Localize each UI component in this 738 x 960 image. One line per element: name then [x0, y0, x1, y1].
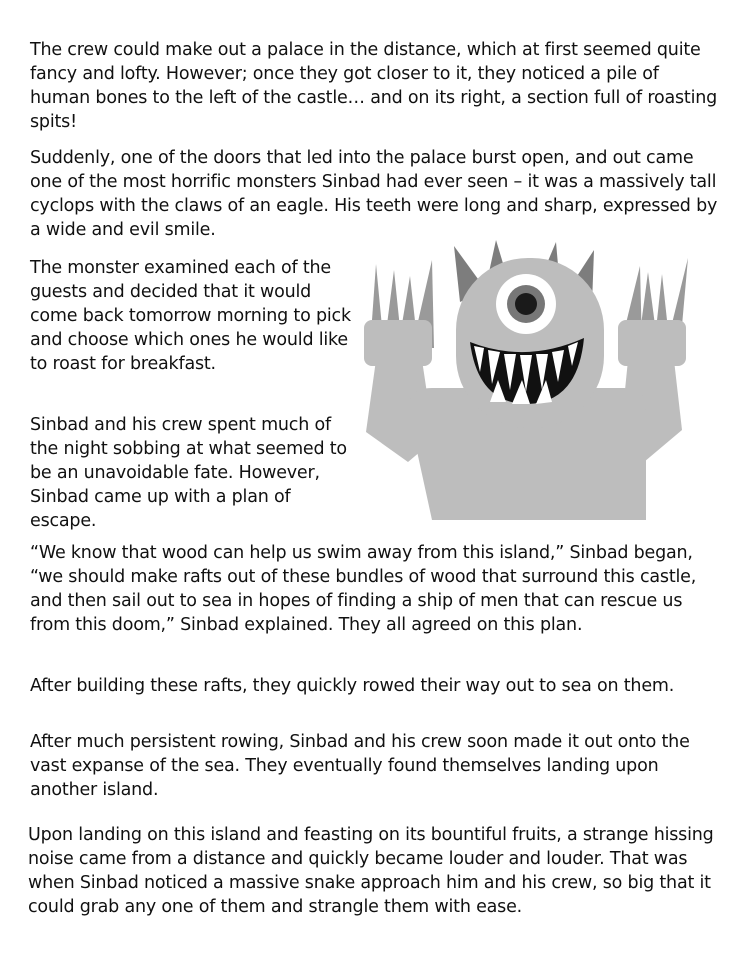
- story-paragraph: Sinbad and his crew spent much of the night sobbing at what seemed to be an unavoidable fate. However, Sinbad came up with a plan of escape.: [30, 415, 347, 531]
- story-paragraph: The monster examined each of the guests and decided that it would come back tomorrow morning to pick and choose which ones he would like to roast for breakfast.: [30, 258, 351, 374]
- story-paragraph: Upon landing on this island and feasting on its bountiful fruits, a strange hissing noise came from a distance and quickly became louder and louder. That was when Sinbad noticed a massive snake approach him and his crew, so big that it could grab any one of them and strangle them with ease.: [28, 825, 714, 917]
- story-paragraph: “We know that wood can help us swim away from this island,” Sinbad began, “we should make rafts out of these bundles of wood that surround this castle, and then sail out to sea in hopes of finding a ship of men that can rescue us from this doom,” Sinbad explained. They all agreed on this plan.: [30, 543, 697, 635]
- story-paragraph: After building these rafts, they quickly rowed their way out to sea on them.: [30, 676, 675, 696]
- cyclops-monster-icon: [362, 240, 692, 520]
- story-paragraph: The crew could make out a palace in the distance, which at first seemed quite fancy and lofty. However; once they got closer to it, they noticed a pile of human bones to the left of the castle… and on its right, a section full of roasting spits!: [30, 40, 718, 132]
- story-paragraph: Suddenly, one of the doors that led into the palace burst open, and out came one of the most horrific monsters Sinbad had ever seen – it was a massively tall cyclops with the claws of an eagle. His teeth were long and sharp, expressed by a wide and evil smile.: [30, 148, 718, 240]
- story-paragraph: After much persistent rowing, Sinbad and his crew soon made it out onto the vast expanse of the sea. They eventually found themselves landing upon another island.: [30, 732, 690, 800]
